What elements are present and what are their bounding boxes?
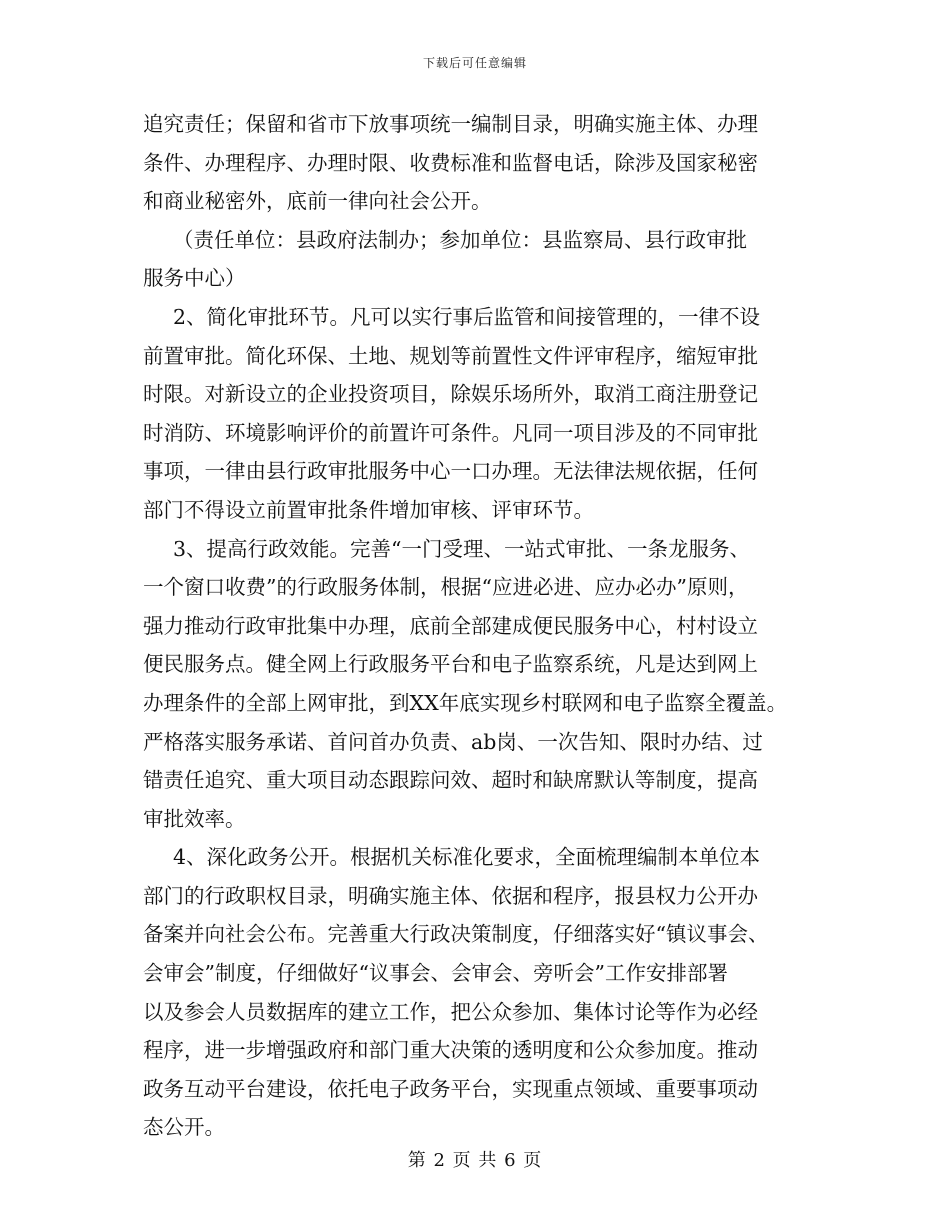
text-line: 条件、办理程序、办理时限、收费标准和监督电话，除涉及国家秘密 — [143, 150, 758, 175]
paragraph-1 — [143, 105, 823, 221]
paragraph-4 — [143, 838, 823, 1147]
text-line: 时限。对新设立的企业投资项目，除娱乐场所外，取消工商注册登记 — [143, 382, 758, 407]
text-line: 备案并向社会公布。完善重大行政决策制度，仔细落实好“镇议事会、 — [143, 922, 769, 947]
text-line: 程序，进一步增强政府和部门重大决策的透明度和公众参加度。推动 — [143, 1038, 758, 1063]
text-line: 服务中心） — [143, 266, 246, 291]
paragraph-3 — [143, 530, 823, 839]
text-line: 会审会”制度，仔细做好“议事会、会审会、旁听会”工作安排部署 — [143, 961, 728, 986]
text-line: 以及参会人员数据库的建立工作，把公众参加、集体讨论等作为必经 — [143, 999, 758, 1024]
text-line: 前置审批。简化环保、土地、规划等前置性文件评审程序，缩短审批 — [143, 343, 758, 368]
text-line: 和商业秘密外，底前一律向社会公开。 — [143, 189, 492, 214]
text-line: 部门的行政职权目录，明确实施主体、依据和程序，报县权力公开办 — [143, 883, 758, 908]
text-line: 强力推动行政审批集中办理，底前全部建成便民服务中心，村村设立 — [143, 613, 758, 638]
text-line: 时消防、环境影响评价的前置许可条件。凡同一项目涉及的不同审批 — [143, 420, 758, 445]
paragraph-2 — [143, 298, 823, 530]
text-line: 政务互动平台建设，依托电子政务平台，实现重点领域、重要事项动 — [143, 1076, 758, 1101]
text-line: 严格落实服务承诺、首问首办负责、ab岗、一次告知、限时办结、过 — [143, 729, 763, 754]
text-line: 部门不得设立前置审批条件增加审核、评审环节。 — [143, 497, 594, 522]
document-body — [143, 105, 823, 1147]
text-line: 一个窗口收费”的行政服务体制，根据“应进必进、应办必办”原则， — [143, 575, 749, 600]
text-line: 事项，一律由县行政审批服务中心一口办理。无法律法规依据，任何 — [143, 459, 758, 484]
text-line: 4、深化政务公开。根据机关标准化要求，全面梳理编制本单位本 — [173, 845, 761, 870]
page-number: 第 2 页 共 6 页 — [407, 1150, 543, 1171]
text-line: 审批效率。 — [143, 806, 246, 831]
page-header: 下载后可任意编辑 — [422, 56, 527, 70]
text-line: 错责任追究、重大项目动态跟踪问效、超时和缺席默认等制度，提高 — [143, 768, 758, 793]
paragraph-responsibility — [143, 221, 823, 298]
text-line: 2、简化审批环节。凡可以实行事后监管和间接管理的，一律不设 — [173, 304, 761, 329]
text-line: 便民服务点。健全网上行政服务平台和电子监察系统，凡是达到网上 — [143, 652, 758, 677]
text-line: 3、提高行政效能。完善“一门受理、一站式审批、一条龙服务、 — [173, 536, 751, 561]
text-line: 态公开。 — [143, 1115, 225, 1140]
text-line: 追究责任；保留和省市下放事项统一编制目录，明确实施主体、办理 — [143, 112, 758, 136]
text-line: 办理条件的全部上网审批，到XX年底实现乡村联网和电子监察全覆盖。 — [143, 690, 788, 715]
text-line: （责任单位：县政府法制办；参加单位：县监察局、县行政审批 — [173, 227, 747, 252]
